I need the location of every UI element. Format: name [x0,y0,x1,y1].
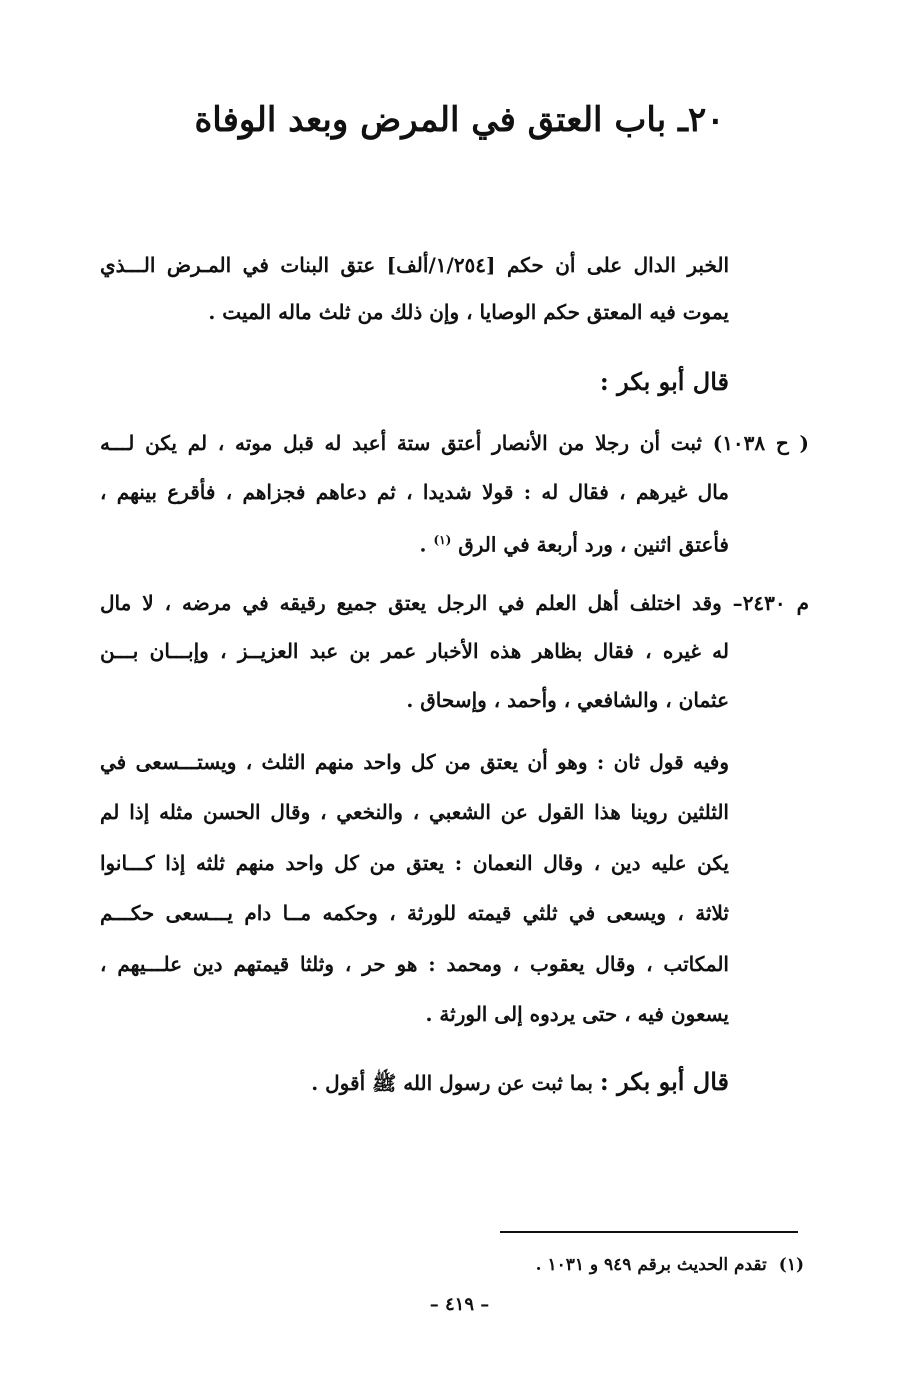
hadith-line-3 [100,520,729,565]
masala-2430-line-2: له غيره ، فقال بظاهر هذه الأخبار عمر بن عبد العزيــز ، وإبـــان بـــن [100,639,729,663]
chapter-title: ٢٠ـ باب العتق في المرض وبعد الوفاة [194,100,725,140]
masala-2430-line-3: عثمان ، والشافعي ، وأحمد ، وإسحاق . [406,688,729,712]
closing-speaker: قال أبو بكر : [599,1067,729,1096]
hadith-line-3-text: فأعتق اثنين ، ورد أربعة في الرق [458,532,729,557]
second-opinion-line-1: وفيه قول ثان : وهو أن يعتق من كل واحد منهم الثلث ، ويستـــسعى في [100,750,729,774]
second-opinion-line-5: المكاتب ، وقال يعقوب ، ومحمد : هو حر ، وثلثا قيمتهم دين علـــيهم ، [100,952,729,976]
footnote-reference: (١) [433,533,452,547]
footnote [536,1250,804,1280]
footnote-divider [500,1231,798,1233]
hadith-line-2: مال غيرهم ، فقال له : قولا شديدا ، ثم دعاهم فجزاهم ، فأقرع بينهم ، [100,480,729,504]
section-heading: قال أبو بكر : [599,367,729,396]
hadith-line-1: ( ح ١٠٣٨) ثبت أن رجلا من الأنصار أعتق ستة أعبد له قبل موته ، لم يكن لـــه [100,431,809,455]
hadith-line-3-end: . [419,532,427,557]
masala-2430-line-1: م ٢٤٣٠– وقد اختلف أهل العلم في الرجل يعتق جميع رقيقه في مرضه ، لا مال [100,591,809,615]
footnote-text: تقدم الحديث برقم ٩٤٩ و ١٠٣١ . [535,1255,767,1275]
intro-line-2: يموت فيه المعتق حكم الوصايا ، وإن ذلك من ثلث ماله الميت . [208,300,729,324]
second-opinion-line-4: ثلاثة ، ويسعى في ثلثي قيمته للورثة ، وحكمه مــا دام يـــسعى حكـــم [100,901,729,925]
second-opinion-line-2: الثلثين روينا هذا القول عن الشعبي ، والنخعي ، وقال الحسن مثله إذا لم [100,800,729,824]
second-opinion-line-6: يسعون فيه ، حتى يردوه إلى الورثة . [425,1002,729,1026]
closing-statement [100,1062,729,1103]
intro-line-1: الخبر الدال على أن حكم [١/٢٥٤/ألف] عتق البنات في المـرض الـــذي [100,253,729,277]
second-opinion-line-3: يكن عليه دين ، وقال النعمان : يعتق من كل واحد منهم ثلثه إذا كـــانوا [100,851,729,875]
closing-text: بما ثبت عن رسول الله ﷺ أقول . [311,1071,600,1095]
page-number: – ٤١٩ – [429,1294,490,1315]
footnote-number: (١) [778,1255,804,1275]
